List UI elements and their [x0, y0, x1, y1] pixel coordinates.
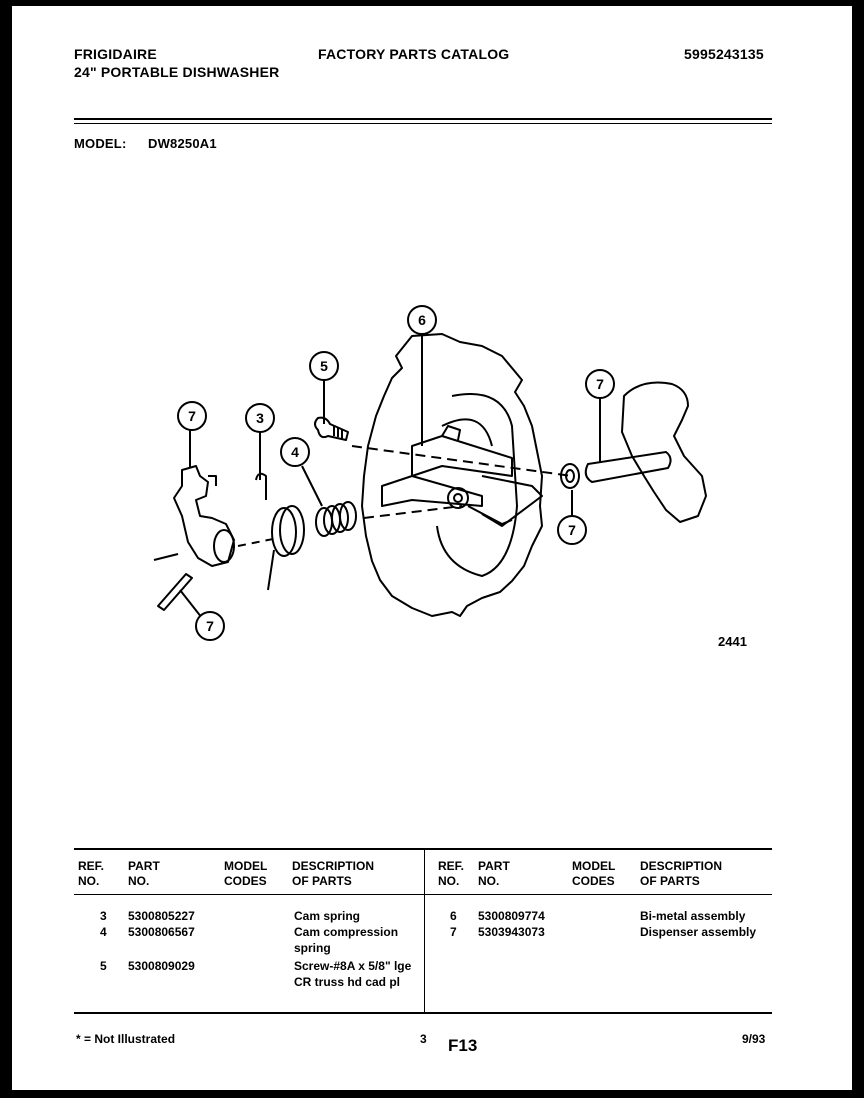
hdr-ref-left: REF. NO. [78, 859, 105, 888]
table-top-rule [74, 848, 772, 850]
hdr-desc-right: DESCRIPTION OF PARTS [640, 859, 723, 888]
dispenser-cam [154, 466, 234, 566]
callout-3: 3 [256, 410, 264, 426]
row-ref: 4 [100, 925, 107, 939]
model-value: DW8250A1 [148, 136, 217, 151]
row-desc: Screw-#8A x 5/8" lge [294, 959, 412, 973]
catalog-page [12, 6, 852, 1090]
pin [158, 574, 192, 610]
model-label: MODEL: [74, 136, 127, 151]
hdr-part-right: PART NO. [478, 859, 510, 888]
row-ref: 6 [450, 909, 457, 923]
revision-date: 9/93 [742, 1032, 766, 1046]
cam-spring [256, 474, 304, 590]
hdr-model-left: MODEL CODES [224, 859, 268, 888]
page-number: 3 [420, 1032, 427, 1046]
callout-7d: 7 [206, 618, 214, 634]
figure-number: 2441 [718, 634, 747, 649]
row-part-no: 5300809029 [128, 959, 195, 973]
brand-name: FRIGIDAIRE [74, 46, 157, 62]
callout-7a: 7 [188, 408, 196, 424]
row-desc: Cam compression [294, 925, 399, 939]
e-clip [561, 464, 579, 488]
column-divider [424, 850, 425, 1014]
callout-6: 6 [418, 312, 426, 328]
row-part-no: 5300806567 [128, 925, 195, 939]
catalog-title: FACTORY PARTS CATALOG [318, 46, 510, 62]
hdr-model-right: MODEL CODES [572, 859, 616, 888]
header-separator [74, 894, 772, 895]
callout-5: 5 [320, 358, 328, 374]
row-part-no: 5300805227 [128, 909, 195, 923]
callout-7b: 7 [596, 376, 604, 392]
callout-7c: 7 [568, 522, 576, 538]
row-desc-cont: spring [294, 941, 331, 955]
hdr-desc-left: DESCRIPTION OF PARTS [292, 859, 375, 888]
row-desc: Cam spring [294, 909, 361, 923]
bimetal-bracket [412, 436, 512, 476]
row-ref: 7 [450, 925, 457, 939]
table-bottom-rule [74, 1012, 772, 1014]
cam-compression-spring [316, 502, 356, 536]
row-part-no: 5300809774 [478, 909, 545, 923]
hdr-part-left: PART NO. [128, 859, 160, 888]
not-illustrated-note: * = Not Illustrated [76, 1032, 176, 1046]
screw [315, 418, 348, 440]
hdr-ref-right: REF. NO. [438, 859, 465, 888]
catalog-number: 5995243135 [684, 46, 764, 62]
shaft [586, 452, 671, 482]
product-name: 24" PORTABLE DISHWASHER [74, 64, 280, 80]
row-desc: Dispenser assembly [640, 925, 757, 939]
row-part-no: 5303943073 [478, 925, 545, 939]
row-desc: Bi-metal assembly [640, 909, 746, 923]
row-ref: 3 [100, 909, 107, 923]
row-desc-cont: CR truss hd cad pl [294, 975, 401, 989]
section-code: F13 [448, 1036, 478, 1055]
callout-4: 4 [291, 444, 299, 460]
row-ref: 5 [100, 959, 107, 973]
